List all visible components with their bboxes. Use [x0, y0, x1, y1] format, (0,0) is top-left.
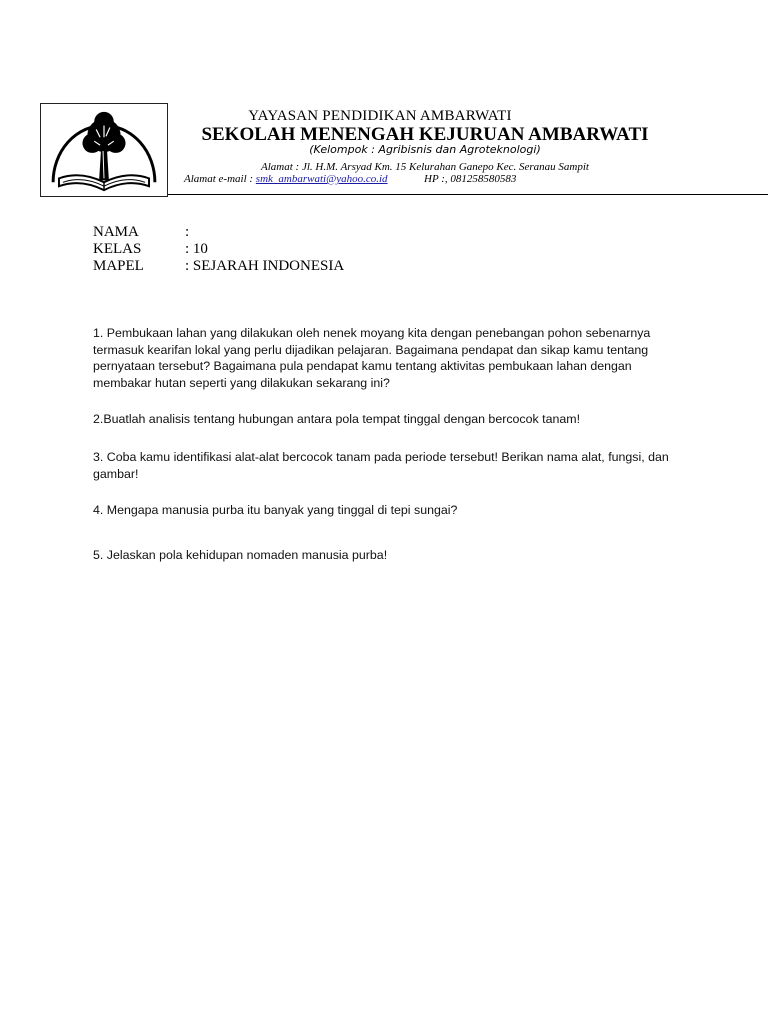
tree-book-emblem-icon — [41, 104, 167, 196]
school-address: Alamat : Jl. H.M. Arsyad Km. 15 Kelurahan Ganepo Kec. Seranau Sampit — [261, 161, 589, 173]
header-divider — [168, 194, 768, 195]
school-logo — [40, 103, 168, 197]
contact-line — [184, 173, 517, 185]
school-name: SEKOLAH MENENGAH KEJURUAN AMBARWATI — [201, 124, 649, 145]
question-4: 4. Mengapa manusia purba itu banyak yang tinggal di tepi sungai? — [93, 503, 458, 517]
question-2: 2.Buatlah analisis tentang hubungan antara pola tempat tinggal dengan bercocok tanam! — [93, 412, 581, 426]
email-link[interactable]: smk_ambarwati@yahoo.co.id — [255, 173, 388, 185]
question-3: 3. Coba kamu identifikasi alat-alat bercocok tanam pada periode tersebut! Berikan nama alat, fungsi, dan gambar! — [93, 450, 669, 481]
foundation-name: YAYASAN PENDIDIKAN AMBARWATI — [248, 108, 512, 124]
question-5: 5. Jelaskan pola kehidupan nomaden manusia purba! — [93, 548, 388, 562]
email-label: Alamat e-mail : — [184, 173, 254, 185]
question-1: 1. Pembukaan lahan yang dilakukan oleh nenek moyang kita dengan penebangan pohon sebenarnya termasuk kearifan lokal yang perlu dijadikan pelajaran. Bagaimana pendapat dan sikap kamu tentang pernyataan tersebut? Bagaimana pula pendapat kamu tentang aktivitas pembukaan lahan dengan membakar hutan seperti yang dilakukan sekarang ini? — [93, 326, 651, 390]
school-group: (Kelompok : Agribisnis dan Agroteknologi) — [309, 143, 541, 156]
field-value: : — [185, 224, 190, 240]
field-value: : SEJARAH INDONESIA — [185, 258, 345, 274]
phone-number: HP :, 081258580583 — [424, 173, 517, 185]
field-label: MAPEL — [93, 258, 144, 274]
field-label: KELAS — [93, 241, 142, 257]
field-label: NAMA — [93, 224, 139, 240]
field-value: : 10 — [185, 241, 208, 257]
